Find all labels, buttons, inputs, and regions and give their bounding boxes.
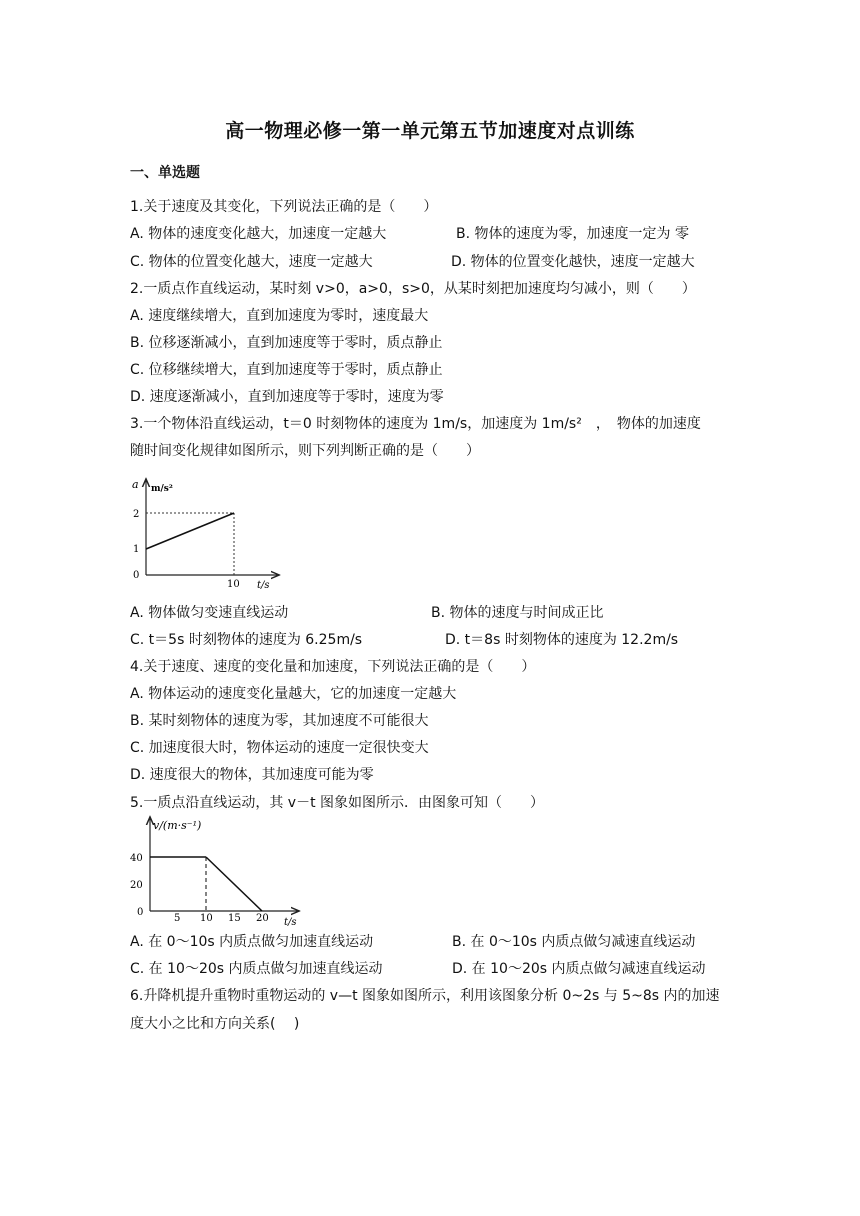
question-5-option-b: B. 在 0～10s 内质点做匀减速直线运动 xyxy=(452,934,696,950)
y-tick-0: 0 xyxy=(133,570,140,581)
question-2-option-c: C. 位移继续增大，直到加速度等于零时，质点静止 xyxy=(130,362,443,378)
document-title: 高一物理必修一第一单元第五节加速度对点训练 xyxy=(225,120,635,142)
y-tick-40: 40 xyxy=(130,853,143,864)
question-3-option-c: C. t＝5s 时刻物体的速度为 6.25m/s xyxy=(130,632,363,648)
a-axis-label: a xyxy=(132,478,139,491)
x-tick-15: 15 xyxy=(228,913,241,924)
velocity-decreasing-segment xyxy=(206,857,262,911)
question-2-option-d: D. 速度逐渐减小，直到加速度等于零时，速度为零 xyxy=(130,389,444,405)
a-unit-label: m/s² xyxy=(151,484,173,494)
acceleration-line xyxy=(146,513,234,549)
question-2-option-b: B. 位移逐渐减小，直到加速度等于零时，质点静止 xyxy=(130,335,443,351)
velocity-time-graph xyxy=(126,814,306,930)
y-tick-1: 1 xyxy=(133,544,140,555)
question-6-stem-line2: 度大小之比和方向关系( ) xyxy=(130,1016,300,1032)
question-5-option-c: C. 在 10～20s 内质点做匀加速直线运动 xyxy=(130,961,383,977)
x-tick-10: 10 xyxy=(227,579,240,590)
t-axis-label: t/s xyxy=(284,917,297,928)
y-tick-0: 0 xyxy=(137,907,144,918)
question-4-option-a: A. 物体运动的速度变化量越大，它的加速度一定越大 xyxy=(130,686,457,702)
question-3-stem-line1: 3.一个物体沿直线运动，t＝0 时刻物体的速度为 1m/s，加速度为 1m/s² ， 物体的加速度 xyxy=(130,416,701,432)
question-5-option-a: A. 在 0～10s 内质点做匀加速直线运动 xyxy=(130,934,374,950)
question-3-option-b: B. 物体的速度与时间成正比 xyxy=(431,605,604,621)
question-1-option-b: B. 物体的速度为零，加速度一定为 零 xyxy=(456,226,689,242)
question-4-option-b: B. 某时刻物体的速度为零，其加速度不可能很大 xyxy=(130,713,429,729)
question-2-stem: 2.一质点作直线运动，某时刻 v>0，a>0，s>0，从某时刻把加速度均匀减小，则（ ） xyxy=(130,281,696,297)
v-axis-label: v/(m·s⁻¹) xyxy=(153,819,202,832)
question-1-stem: 1.关于速度及其变化，下列说法正确的是（ ） xyxy=(130,199,438,215)
question-1-option-a: A. 物体的速度变化越大，加速度一定越大 xyxy=(130,226,387,242)
question-3-option-d: D. t＝8s 时刻物体的速度为 12.2m/s xyxy=(445,632,679,648)
y-tick-2: 2 xyxy=(133,509,140,520)
question-3-option-a: A. 物体做匀变速直线运动 xyxy=(130,605,289,621)
question-1-option-c: C. 物体的位置变化越大，速度一定越大 xyxy=(130,254,373,270)
x-tick-5: 5 xyxy=(174,913,181,924)
question-5-stem: 5.一质点沿直线运动，其 v－t 图象如图所示．由图象可知（ ） xyxy=(130,795,545,811)
question-4-stem: 4.关于速度、速度的变化量和加速度，下列说法正确的是（ ） xyxy=(130,659,536,675)
question-1-option-d: D. 物体的位置变化越快，速度一定越大 xyxy=(451,254,695,270)
t-axis-label: t/s xyxy=(257,580,270,591)
question-3-stem-line2: 随时间变化规律如图所示，则下列判断正确的是（ ） xyxy=(130,443,480,459)
x-tick-10: 10 xyxy=(200,913,213,924)
question-5-option-d: D. 在 10～20s 内质点做匀减速直线运动 xyxy=(452,961,706,977)
question-4-option-d: D. 速度很大的物体，其加速度可能为零 xyxy=(130,767,374,783)
x-tick-20: 20 xyxy=(256,913,269,924)
question-2-option-a: A. 速度继续增大，直到加速度为零时，速度最大 xyxy=(130,308,429,324)
question-6-stem-line1: 6.升降机提升重物时重物运动的 v—t 图象如图所示，利用该图象分析 0~2s 与 5~8s 内的加速 xyxy=(130,988,720,1004)
y-tick-20: 20 xyxy=(130,880,143,891)
acceleration-time-graph xyxy=(128,476,288,592)
question-4-option-c: C. 加速度很大时，物体运动的速度一定很快变大 xyxy=(130,740,429,756)
section-heading: 一、单选题 xyxy=(130,165,200,181)
